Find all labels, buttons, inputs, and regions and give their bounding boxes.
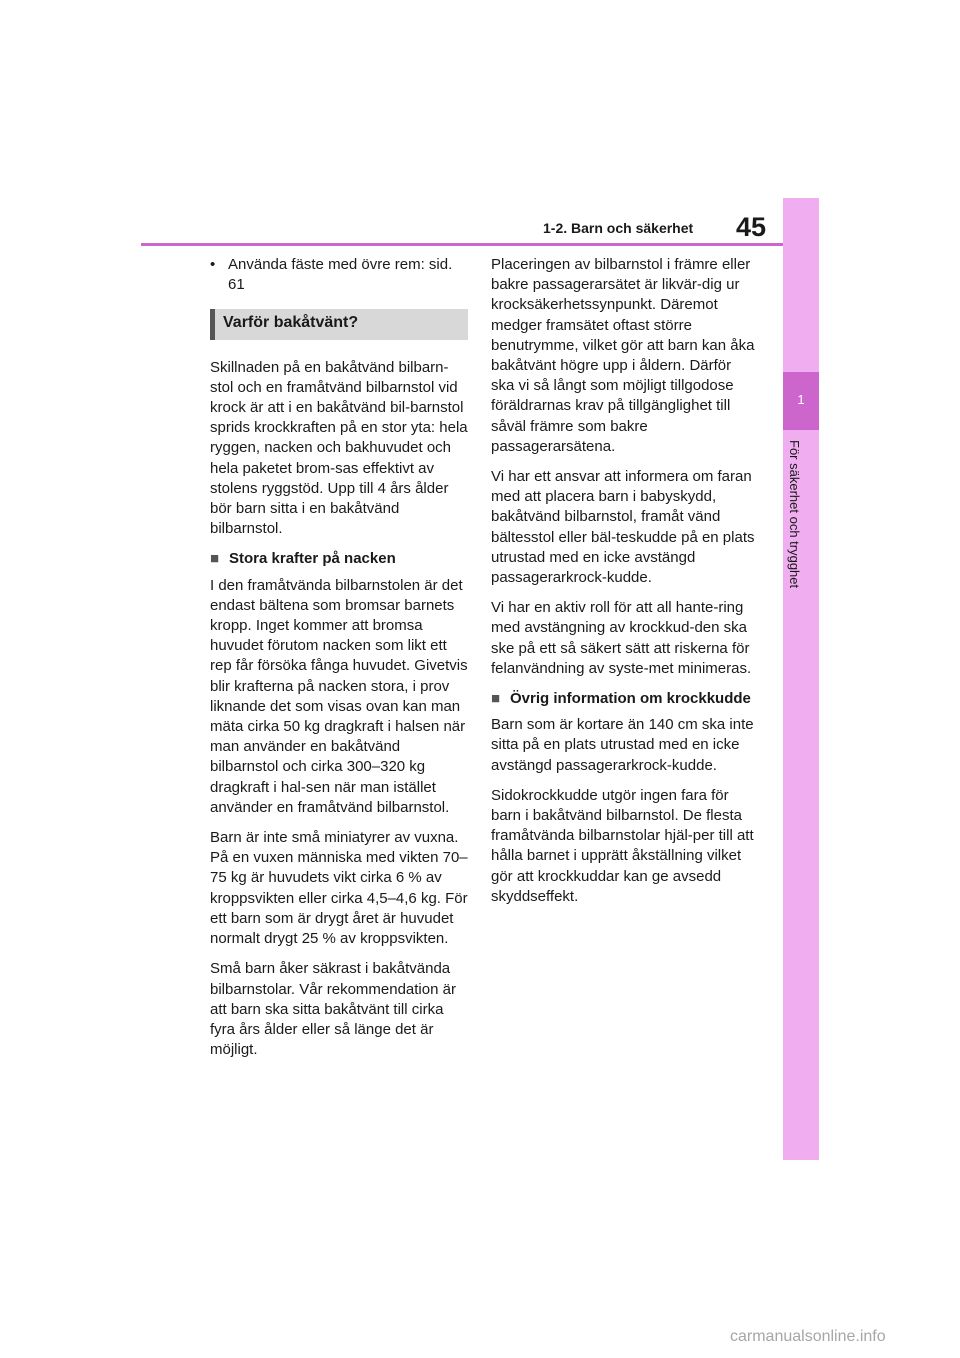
paragraph: Sidokrockkudde utgör ingen fara för barn i bakåtvänd bilbarnstol. De flesta framåtvända bilbarnstolar hjäl-per till att hålla barnet i upprätt åkställning vilket gör att krockkuddar kan ge avsedd skyddseffekt. (491, 786, 754, 905)
watermark: carmanualsonline.info (730, 1328, 886, 1345)
section-heading-box: Varför bakåtvänt? (210, 309, 468, 339)
chapter-title (787, 440, 817, 700)
chapter-number: 1 (797, 392, 805, 407)
paragraph: I den framåtvända bilbarnstolen är det endast bältena som bromsar barnets kropp. Inget kommer att bromsa huvudet förutom nacken som likt ett rep får försöka fånga huvudet. Givetvis blir krafterna på nacken stora, i prov liknande det som visas ovan kan man mäta cirka 50 kg dragkraft i halsen när man använder en bakåtvänd bilbarnstol och cirka 300–320 kg dragkraft i hal-sen när man istället använder en framåtvänd bilbarnstol. (210, 576, 468, 816)
header-divider (141, 243, 783, 246)
subheading-text: Stora krafter på nacken (229, 550, 396, 568)
subheading-text: Övrig information om krockkudde (510, 690, 751, 708)
bullet-marker: • (210, 256, 216, 273)
paragraph: Barn är inte små miniatyrer av vuxna. På en vuxen människa med vikten 70–75 kg är huvudets vikt cirka 6 % av kroppsvikten eller cirka 4,5–4,6 kg. För ett barn som är drygt året är huvudet normalt drygt 25 % av kroppsvikten. (210, 829, 468, 948)
paragraph: Vi har en aktiv roll för att all hante-ring med avstängning av krockkud-den ska ske på ett så säkert sätt att riskerna för felanvändning av syste-met minimeras. (491, 599, 752, 677)
paragraph: Barn som är kortare än 140 cm ska inte sitta på en plats utrustad med en icke avstängd passagerarkrock-kudde. (491, 716, 754, 774)
paragraph: Skillnaden på en bakåtvänd bilbarn-stol och en framåtvänd bilbarnstol vid krock är att i en bakåtvänd bil-barnstol sprids krockkraften på en stor yta: hela ryggen, nacken och bakhuvudet och hela paketet brom-sas effektivt av stolens ryggstöd. Upp till 4 års ålder bör barn sitta i en bakåtvänd bilbarnstol. (210, 358, 468, 538)
paragraph: Vi har ett ansvar att informera om faran med att placera barn i babyskydd, bakåtvänd bilbarnstol, framåt vänd bältesstol eller bäl-teskudde på en plats utrustad med en icke avstängd passagerarkrock-kudde. (491, 468, 755, 587)
left-column (210, 255, 468, 1070)
square-bullet-icon: ■ (210, 550, 220, 568)
subheading (491, 689, 756, 709)
section-title: 1-2. Barn och säkerhet (543, 220, 694, 236)
bullet-item (210, 255, 468, 295)
bullet-text: Använda fäste med övre rem: sid. 61 (228, 256, 453, 294)
paragraph: Små barn åker säkrast i bakåtvända bilbarnstolar. Vår rekommendation är att barn ska sitta bakåtvänt till cirka fyra års ålder eller så länge det är möjligt. (210, 960, 456, 1059)
page-number: 45 (736, 212, 767, 242)
square-bullet-icon: ■ (491, 690, 501, 708)
right-column (491, 255, 756, 917)
paragraph: Placeringen av bilbarnstol i främre eller bakre passagerarsätet är likvär-dig ur krocksäkerhetssynpunkt. Däremot medger framsätet oftast större benutrymme, vilket gör att barn kan åka bakåtvänt högre upp i åldern. Därför ska vi så långt som möjligt tillgodose föräldrarnas krav på tillgänglighet till såväl främre som bakre passagerarsätena. (491, 256, 755, 455)
chapter-title-text: För säkerhet och trygghet (787, 440, 802, 589)
subheading (210, 549, 468, 569)
